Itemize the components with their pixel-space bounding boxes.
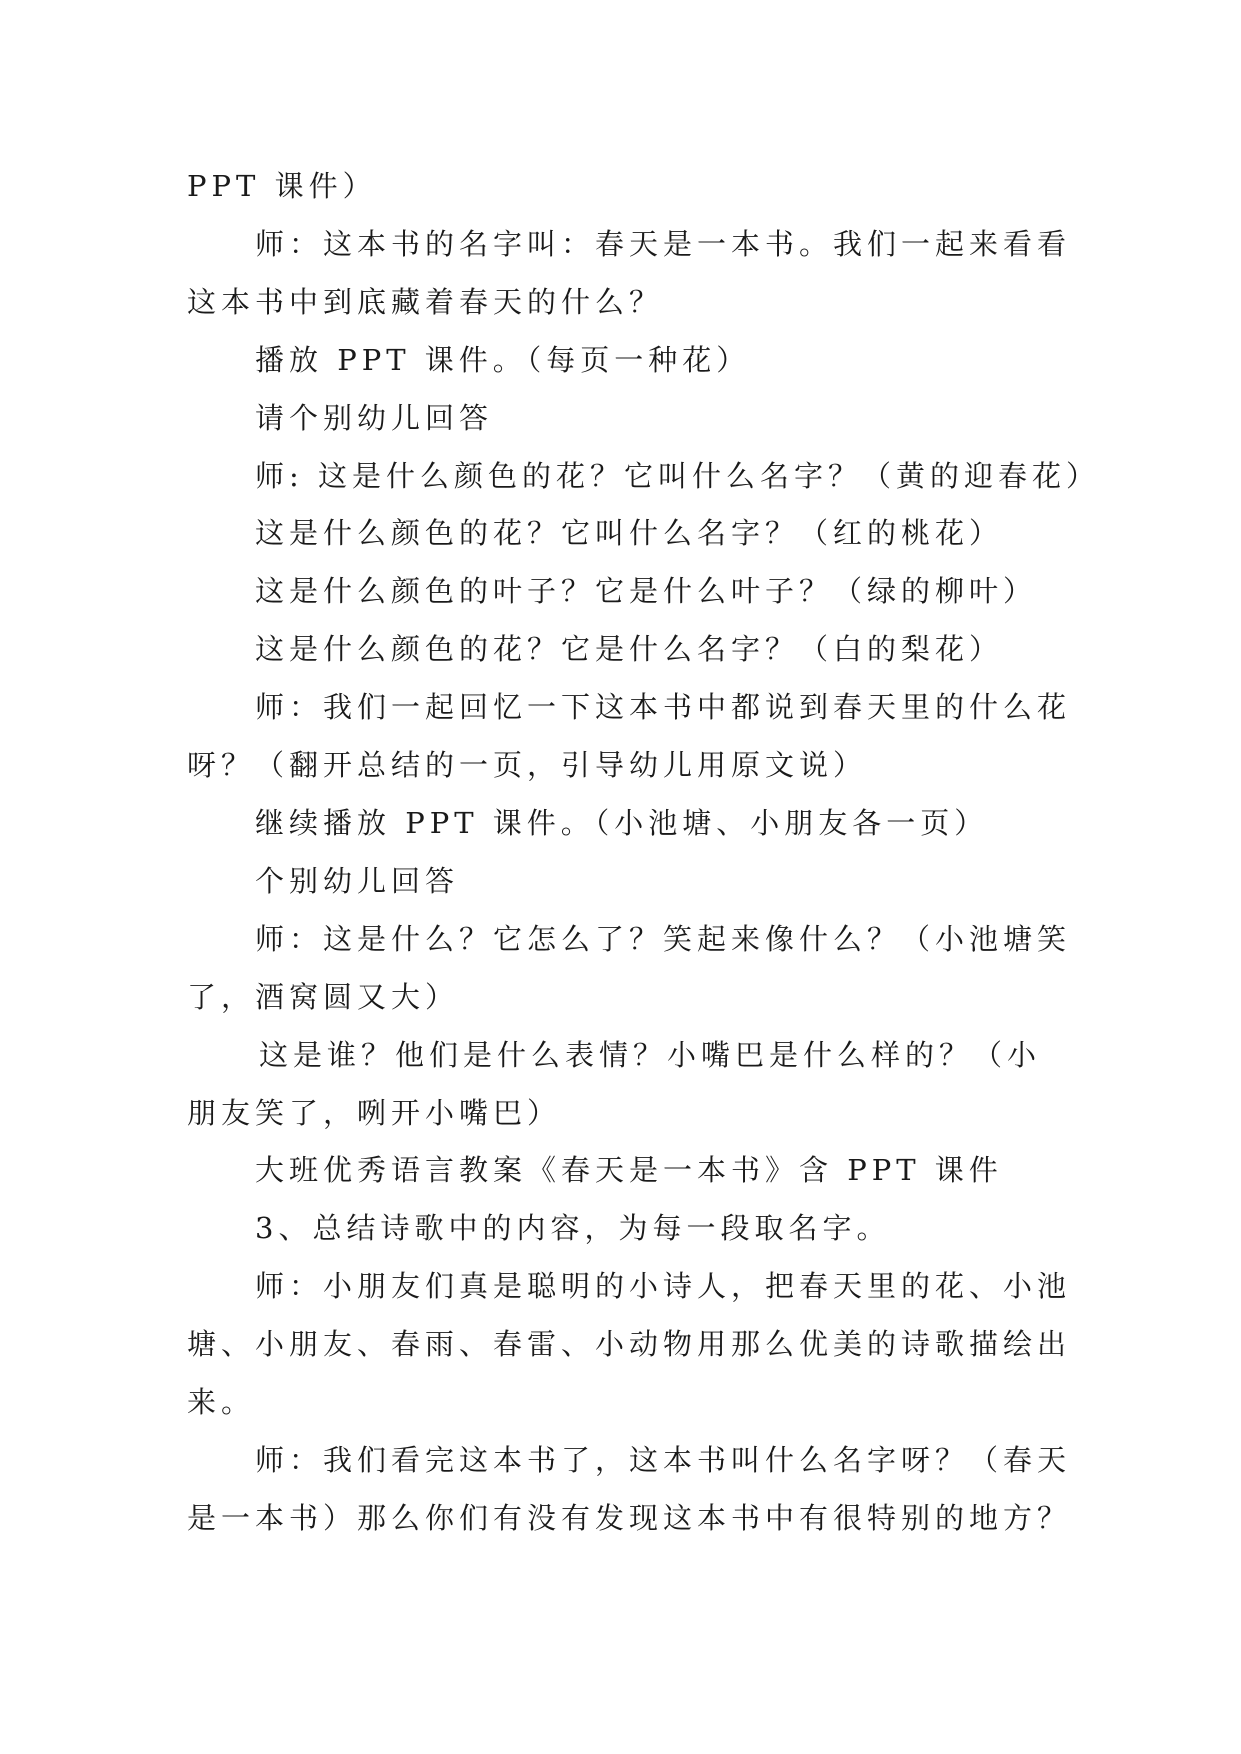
text-line: 继续播放 PPT 课件。（小池塘、小朋友各一页） xyxy=(255,805,989,840)
text-line: 师：我们看完这本书了，这本书叫什么名字呀？（春天 xyxy=(255,1442,1072,1477)
text-line: 这是谁？他们是什么表情？小嘴巴是什么样的？（小 xyxy=(259,1037,1042,1072)
text-line: 师：这本书的名字叫：春天是一本书。我们一起来看看 xyxy=(255,226,1072,261)
text-line: 师：我们一起回忆一下这本书中都说到春天里的什么花 xyxy=(255,690,1072,725)
text-line: 大班优秀语言教案《春天是一本书》含 PPT 课件 xyxy=(255,1153,1003,1188)
text-line: 这是什么颜色的叶子？它是什么叶子？（绿的柳叶） xyxy=(255,574,1038,609)
document-body xyxy=(187,158,1100,1548)
text-line: 播放 PPT 课件。（每页一种花） xyxy=(255,342,751,377)
text-line: 这是什么颜色的花？它叫什么名字？（红的桃花） xyxy=(255,516,1004,551)
text-line: 这是什么颜色的花？它是什么名字？（白的梨花） xyxy=(255,632,1004,667)
text-line: 是一本书）那么你们有没有发现这本书中有很特别的地方？ xyxy=(187,1500,1072,1535)
text-line: 个别幼儿回答 xyxy=(255,863,460,898)
text-line: 呀？（翻开总结的一页，引导幼儿用原文说） xyxy=(187,748,868,783)
text-line: 了，酒窝圆又大） xyxy=(187,979,460,1014)
text-line: 师: 这是什么颜色的花？它叫什么名字？（黄的迎春花） xyxy=(255,458,1100,493)
text-line: PPT 课件） xyxy=(187,169,377,203)
text-line: 朋友笑了，咧开小嘴巴） xyxy=(187,1095,562,1130)
text-line: 师：小朋友们真是聪明的小诗人，把春天里的花、小池 xyxy=(255,1269,1072,1304)
text-line: 3、总结诗歌中的内容，为每一段取名字。 xyxy=(255,1211,891,1246)
text-line: 师：这是什么？它怎么了？笑起来像什么？（小池塘笑 xyxy=(255,921,1072,956)
text-line: 请个别幼儿回答 xyxy=(255,400,494,435)
text-line: 来。 xyxy=(187,1385,256,1420)
text-line: 塘、小朋友、春雨、春雷、小动物用那么优美的诗歌描绘出 xyxy=(187,1327,1072,1362)
text-line: 这本书中到底藏着春天的什么？ xyxy=(187,284,664,319)
